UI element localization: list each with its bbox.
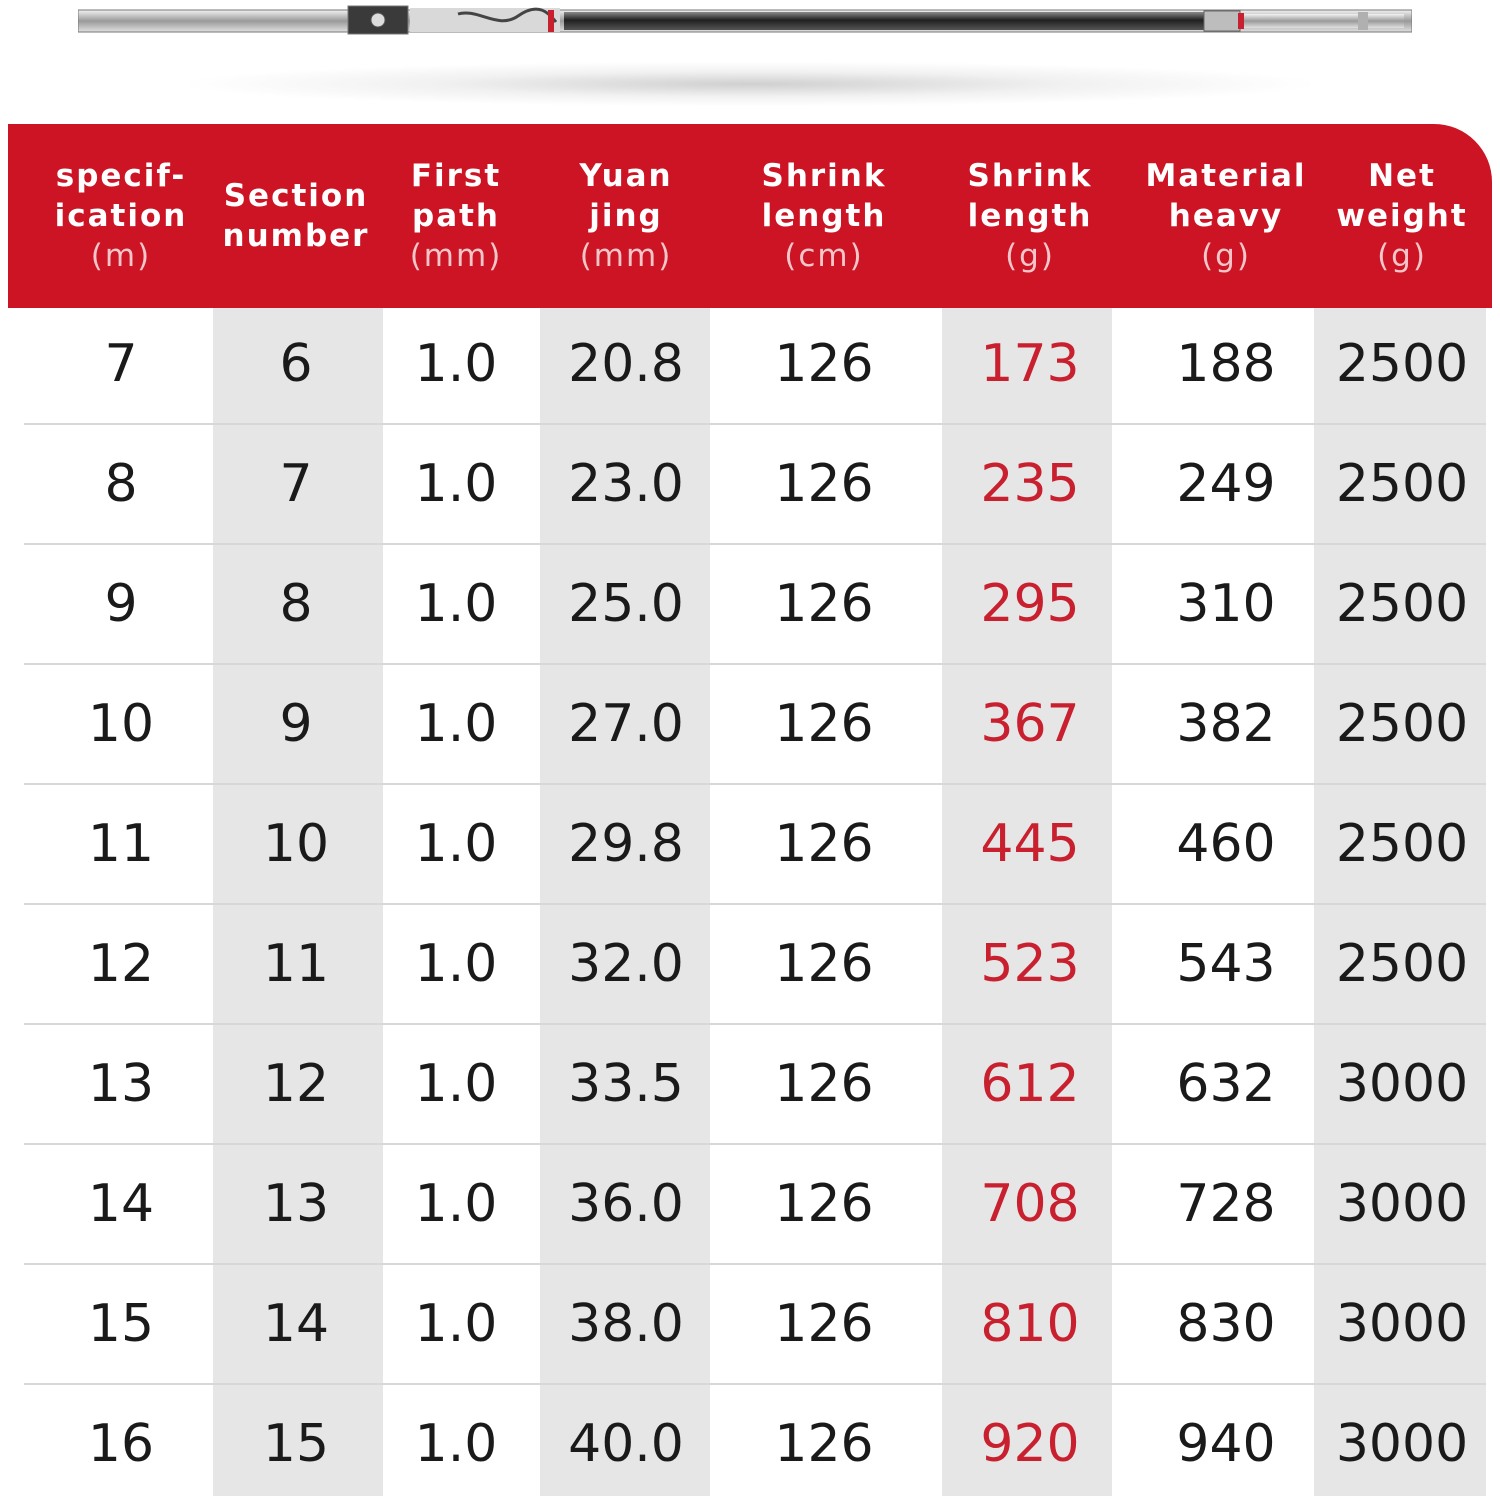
table-cell: 295 (980, 574, 1080, 634)
column-header (361, 124, 551, 308)
table-cell: 543 (1176, 934, 1276, 994)
table-cell: 10 (262, 814, 330, 874)
table-cell: 1.0 (414, 1054, 498, 1114)
table-cell: 33.5 (568, 1054, 684, 1114)
table-cell: 235 (980, 454, 1080, 514)
table-cell: 1.0 (414, 454, 498, 514)
column-header-label: Yuan (579, 158, 673, 194)
table-cell: 27.0 (568, 694, 684, 754)
column-header-unit: (g) (1005, 238, 1055, 274)
table-cell: 7 (279, 454, 313, 514)
table-cell: 612 (980, 1054, 1080, 1114)
table-cell: 2500 (1335, 814, 1469, 874)
table-cell: 14 (262, 1294, 330, 1354)
table-cell: 2500 (1335, 574, 1469, 634)
column-header-label: Net (1368, 158, 1436, 194)
column-header-unit: (g) (1201, 238, 1251, 274)
table-cell: 11 (87, 814, 155, 874)
column-header (935, 124, 1125, 308)
table-cell: 126 (774, 1174, 874, 1234)
table-cell: 632 (1176, 1054, 1276, 1114)
column-header (729, 124, 919, 308)
table-cell: 1.0 (414, 1414, 498, 1474)
table-cell: 10 (87, 694, 155, 754)
table-cell: 126 (774, 1054, 874, 1114)
table-cell: 460 (1176, 814, 1276, 874)
table-cell: 23.0 (568, 454, 684, 514)
table-cell: 1.0 (414, 814, 498, 874)
table-cell: 6 (279, 334, 313, 394)
table-cell: 1.0 (414, 694, 498, 754)
table-cell: 523 (980, 934, 1080, 994)
table-cell: 445 (980, 814, 1080, 874)
fishing-rod-icon (78, 4, 1412, 36)
column-header-label: Shrink (967, 158, 1093, 194)
table-cell: 810 (980, 1294, 1080, 1354)
table-cell: 249 (1176, 454, 1276, 514)
column-header-unit: (m) (90, 238, 152, 274)
table-cell: 8 (279, 574, 313, 634)
table-cell: 25.0 (568, 574, 684, 634)
table-cell: 126 (774, 934, 874, 994)
column-header (1307, 124, 1497, 308)
table-cell: 3000 (1335, 1174, 1469, 1234)
column-header (531, 124, 721, 308)
table-cell: 32.0 (568, 934, 684, 994)
table-cell: 14 (87, 1174, 155, 1234)
table-cell: 126 (774, 1294, 874, 1354)
column-header-label: Section (223, 178, 369, 214)
table-cell: 9 (104, 574, 138, 634)
table-cell: 1.0 (414, 334, 498, 394)
table-cell: 12 (262, 1054, 330, 1114)
table-cell: 29.8 (568, 814, 684, 874)
table-cell: 940 (1176, 1414, 1276, 1474)
table-cell: 7 (104, 334, 138, 394)
table-cell: 1.0 (414, 574, 498, 634)
table-cell: 13 (87, 1054, 155, 1114)
table-cell: 1.0 (414, 934, 498, 994)
rod-shadow (190, 62, 1310, 106)
column-header-unit: (mm) (579, 238, 673, 274)
column-header-label: weight (1336, 198, 1468, 234)
table-cell: 3000 (1335, 1414, 1469, 1474)
table-cell: 13 (262, 1174, 330, 1234)
table-cell: 173 (980, 334, 1080, 394)
table-cell: 126 (774, 694, 874, 754)
column-header-label: jing (589, 198, 663, 234)
table-cell: 3000 (1335, 1054, 1469, 1114)
table-cell: 36.0 (568, 1174, 684, 1234)
column-header-unit: (mm) (409, 238, 503, 274)
table-cell: 188 (1176, 334, 1276, 394)
table-cell: 708 (980, 1174, 1080, 1234)
table-cell: 126 (774, 814, 874, 874)
table-cell: 367 (980, 694, 1080, 754)
table-cell: 2500 (1335, 454, 1469, 514)
column-header-label: Material (1145, 158, 1307, 194)
table-cell: 1.0 (414, 1294, 498, 1354)
table-cell: 3000 (1335, 1294, 1469, 1354)
table-cell: 126 (774, 1414, 874, 1474)
table-cell: 20.8 (568, 334, 684, 394)
column-header-label: length (761, 198, 887, 234)
table-cell: 40.0 (568, 1414, 684, 1474)
table-cell: 920 (980, 1414, 1080, 1474)
column-header (1131, 124, 1321, 308)
table-cell: 15 (87, 1294, 155, 1354)
table-cell: 38.0 (568, 1294, 684, 1354)
table-cell: 382 (1176, 694, 1276, 754)
column-header-label: path (412, 198, 500, 234)
column-header-label: ication (54, 198, 188, 234)
table-cell: 126 (774, 334, 874, 394)
column-header-label: heavy (1168, 198, 1284, 234)
column-header-label: number (222, 218, 370, 254)
table-cell: 2500 (1335, 334, 1469, 394)
table-cell: 1.0 (414, 1174, 498, 1234)
table-cell: 16 (87, 1414, 155, 1474)
table-cell: 126 (774, 454, 874, 514)
table-cell: 2500 (1335, 694, 1469, 754)
column-header-unit: (g) (1377, 238, 1427, 274)
table-cell: 15 (262, 1414, 330, 1474)
column-header-label: length (967, 198, 1093, 234)
column-header-label: First (410, 158, 502, 194)
table-cell: 126 (774, 574, 874, 634)
column-header (26, 124, 216, 308)
table-cell: 11 (262, 934, 330, 994)
table-cell: 8 (104, 454, 138, 514)
table-cell: 728 (1176, 1174, 1276, 1234)
table-cell: 310 (1176, 574, 1276, 634)
table-cell: 2500 (1335, 934, 1469, 994)
column-header-unit: (cm) (784, 238, 864, 274)
table-cell: 830 (1176, 1294, 1276, 1354)
column-header-label: specif- (55, 158, 187, 194)
column-header-label: Shrink (761, 158, 887, 194)
table-cell: 9 (279, 694, 313, 754)
table-cell: 12 (87, 934, 155, 994)
